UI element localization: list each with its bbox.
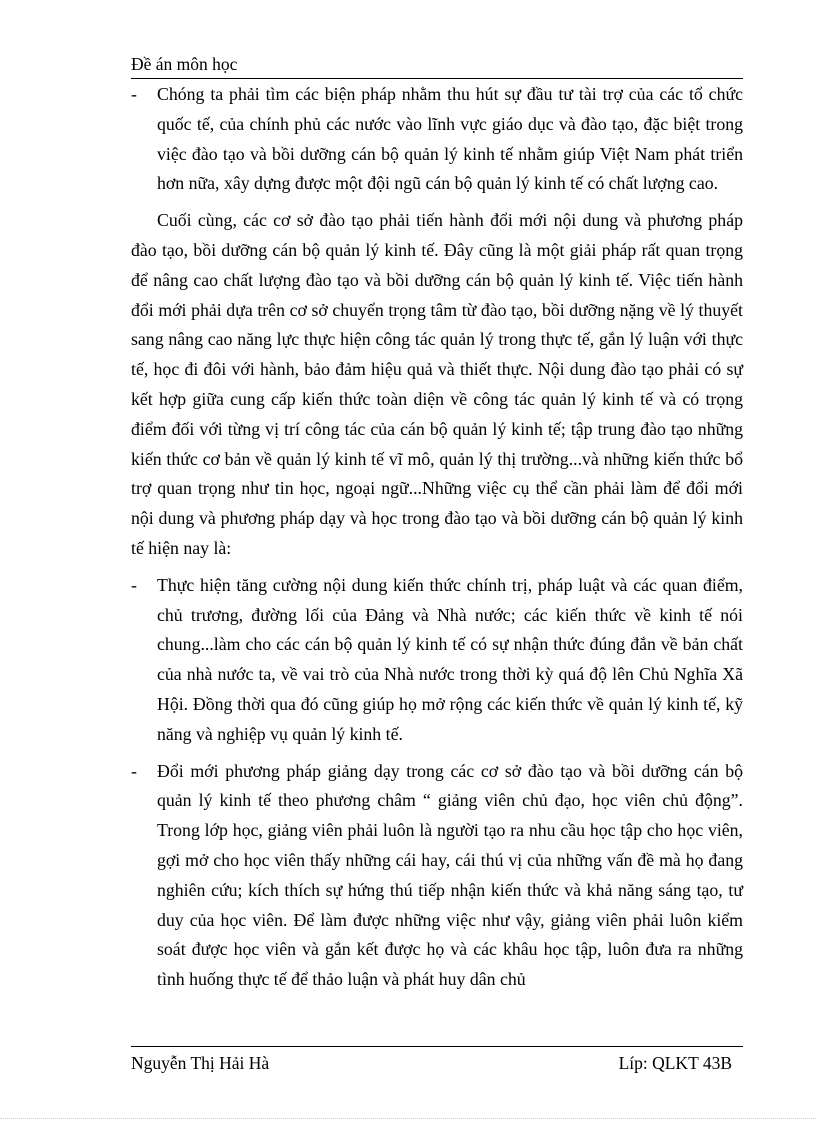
bullet-paragraph-3 xyxy=(131,757,743,995)
bullet-paragraph-2 xyxy=(131,571,743,750)
header-title: Đề án môn học xyxy=(131,54,238,74)
footer-divider xyxy=(131,1046,743,1047)
bullet-dash: - xyxy=(131,574,137,595)
bullet-text-3: Đổi mới phương pháp giảng dạy trong các cơ sở đào tạo và bồi dưỡng cán bộ quản lý kinh tế theo phương châm “ giảng viên chủ đạo, học viên chủ động”. Trong lớp học, giảng viên phải luôn là người tạo ra nhu cầu học tập cho học viên, gợi mở cho học viên thấy những cái hay, cái thú vị của những vấn đề mà họ đang nghiên cứu; kích thích sự hứng thú tiếp nhận kiến thức và khả năng sáng tạo, tư duy của học viên. Để làm được những việc như vậy, giảng viên phải luôn kiểm soát được học viên và gắn kết được họ và các khâu học tập, luôn đưa ra những tình huống thực tế để thảo luận và phát huy dân chủ xyxy=(157,760,743,990)
header-divider xyxy=(131,78,743,79)
bullet-text-2: Thực hiện tăng cường nội dung kiến thức chính trị, pháp luật và các quan điểm, chủ trương, đường lối của Đảng và Nhà nước; các kiến thức về kinh tế nói chung...làm cho các cán bộ quản lý kinh tế có sự nhận thức đúng đắn về bản chất của nhà nước ta, về vai trò của Nhà nước trong thời kỳ quá độ lên Chủ Nghĩa Xã Hội. Đồng thời qua đó cũng giúp họ mở rộng các kiến thức về quản lý kinh tế, kỹ năng và nghiệp vụ quản lý kinh tế. xyxy=(157,574,743,744)
body-content xyxy=(131,80,743,995)
footer-author: Nguyễn Thị Hải Hà xyxy=(131,1053,270,1073)
paragraph-gap xyxy=(131,199,743,206)
paragraph-gap xyxy=(131,750,743,757)
body-paragraph-1: Cuối cùng, các cơ sở đào tạo phải tiến hành đổi mới nội dung và phương pháp đào tạo, bồi dưỡng cán bộ quản lý kinh tế. Đây cũng là một giải pháp rất quan trọng để nâng cao chất lượng đào tạo và bồi dưỡng cán bộ quản lý kinh tế. Việc tiến hành đổi mới phải dựa trên cơ sở chuyển trọng tâm từ đào tạo, bồi dưỡng nặng về lý thuyết sang nâng cao năng lực thực hiện công tác quản lý trong thực tế, gắn lý luận với thực tế, học đi đôi với hành, bảo đảm hiệu quả và thiết thực. Nội dung đào tạo phải có sự kết hợp giữa cung cấp kiến thức toàn diện về công tác quản lý kinh tế và có trọng điểm đối với từng vị trí công tác của cán bộ quản lý kinh tế; tập trung đào tạo những kiến thức cơ bản về quản lý kinh tế vĩ mô, quản lý thị trường...và những kiến thức bổ trợ quan trọng như tin học, ngoại ngữ...Những việc cụ thể cần phải làm để đổi mới nội dung và phương pháp dạy và học trong đào tạo và bồi dưỡng cán bộ quản lý kinh tế hiện nay là: xyxy=(131,210,743,558)
bullet-paragraph-1 xyxy=(131,80,743,199)
bullet-text-1: Chóng ta phải tìm các biện pháp nhằm thu hút sự đầu tư tài trợ của các tổ chức quốc tế, của chính phủ các nước vào lĩnh vực giáo dục và đào tạo, đặc biệt trong việc đào tạo và bồi dưỡng cán bộ quản lý kinh tế nhằm giúp Việt Nam phát triển hơn nữa, xây dựng được một đội ngũ cán bộ quản lý kinh tế có chất lượng cao. xyxy=(157,84,743,194)
footer-class: Líp: QLKT 43B xyxy=(618,1053,732,1073)
bullet-dash: - xyxy=(131,760,137,781)
bullet-dash: - xyxy=(131,84,137,104)
paragraph-gap xyxy=(131,564,743,571)
page-bottom-edge xyxy=(0,1118,816,1119)
